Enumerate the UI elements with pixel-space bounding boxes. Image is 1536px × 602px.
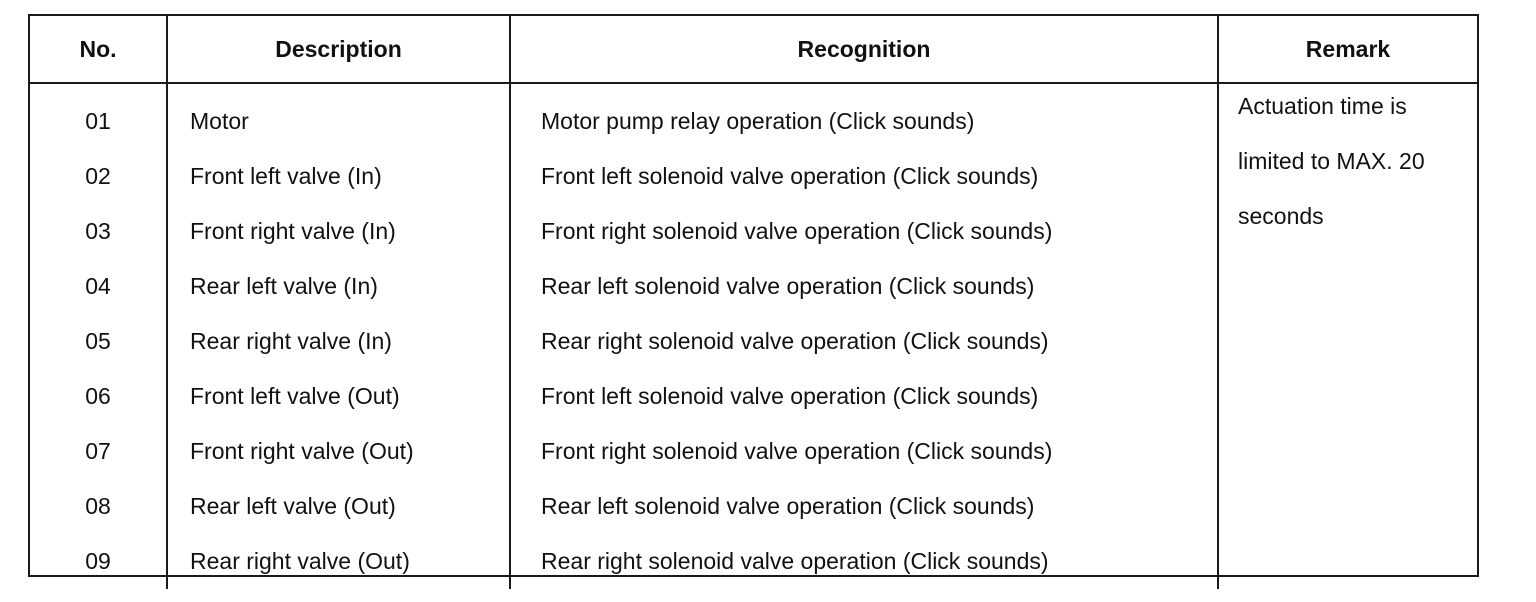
row-description: Front right valve (Out) xyxy=(167,424,510,479)
row-recognition: Rear left solenoid valve operation (Click sounds) xyxy=(510,259,1218,314)
row-recognition: Motor pump relay operation (Click sounds) xyxy=(510,83,1218,149)
column-header-recognition: Recognition xyxy=(510,16,1218,83)
row-number: 03 xyxy=(30,204,167,259)
row-description: Front left valve (Out) xyxy=(167,369,510,424)
row-number: 05 xyxy=(30,314,167,369)
column-header-description: Description xyxy=(167,16,510,83)
row-description: Rear left valve (In) xyxy=(167,259,510,314)
column-header-remark: Remark xyxy=(1218,16,1477,83)
row-number: 06 xyxy=(30,369,167,424)
row-recognition: Front right solenoid valve operation (Click sounds) xyxy=(510,204,1218,259)
row-description: Rear right valve (Out) xyxy=(167,534,510,589)
row-number: 02 xyxy=(30,149,167,204)
row-number: 01 xyxy=(30,83,167,149)
column-header-no: No. xyxy=(30,16,167,83)
row-number: 09 xyxy=(30,534,167,589)
remark-line: limited to MAX. 20 xyxy=(1238,148,1425,174)
row-number: 08 xyxy=(30,479,167,534)
remark-line: Actuation time is xyxy=(1238,93,1407,119)
actuation-test-table xyxy=(30,16,1477,589)
row-description: Front right valve (In) xyxy=(167,204,510,259)
header-row xyxy=(30,16,1477,83)
row-description: Motor xyxy=(167,83,510,149)
row-number: 04 xyxy=(30,259,167,314)
row-recognition: Rear left solenoid valve operation (Click sounds) xyxy=(510,479,1218,534)
row-description: Rear right valve (In) xyxy=(167,314,510,369)
table-row xyxy=(30,83,1477,149)
actuation-test-table-frame xyxy=(28,14,1479,577)
row-number: 07 xyxy=(30,424,167,479)
row-recognition: Rear right solenoid valve operation (Click sounds) xyxy=(510,534,1218,589)
table-header xyxy=(30,16,1477,83)
row-description: Front left valve (In) xyxy=(167,149,510,204)
remark-cell xyxy=(1218,83,1477,589)
remark-line: seconds xyxy=(1238,203,1324,229)
row-recognition: Front left solenoid valve operation (Click sounds) xyxy=(510,369,1218,424)
row-description: Rear left valve (Out) xyxy=(167,479,510,534)
table-body xyxy=(30,83,1477,589)
row-recognition: Rear right solenoid valve operation (Click sounds) xyxy=(510,314,1218,369)
row-recognition: Front left solenoid valve operation (Click sounds) xyxy=(510,149,1218,204)
row-recognition: Front right solenoid valve operation (Click sounds) xyxy=(510,424,1218,479)
